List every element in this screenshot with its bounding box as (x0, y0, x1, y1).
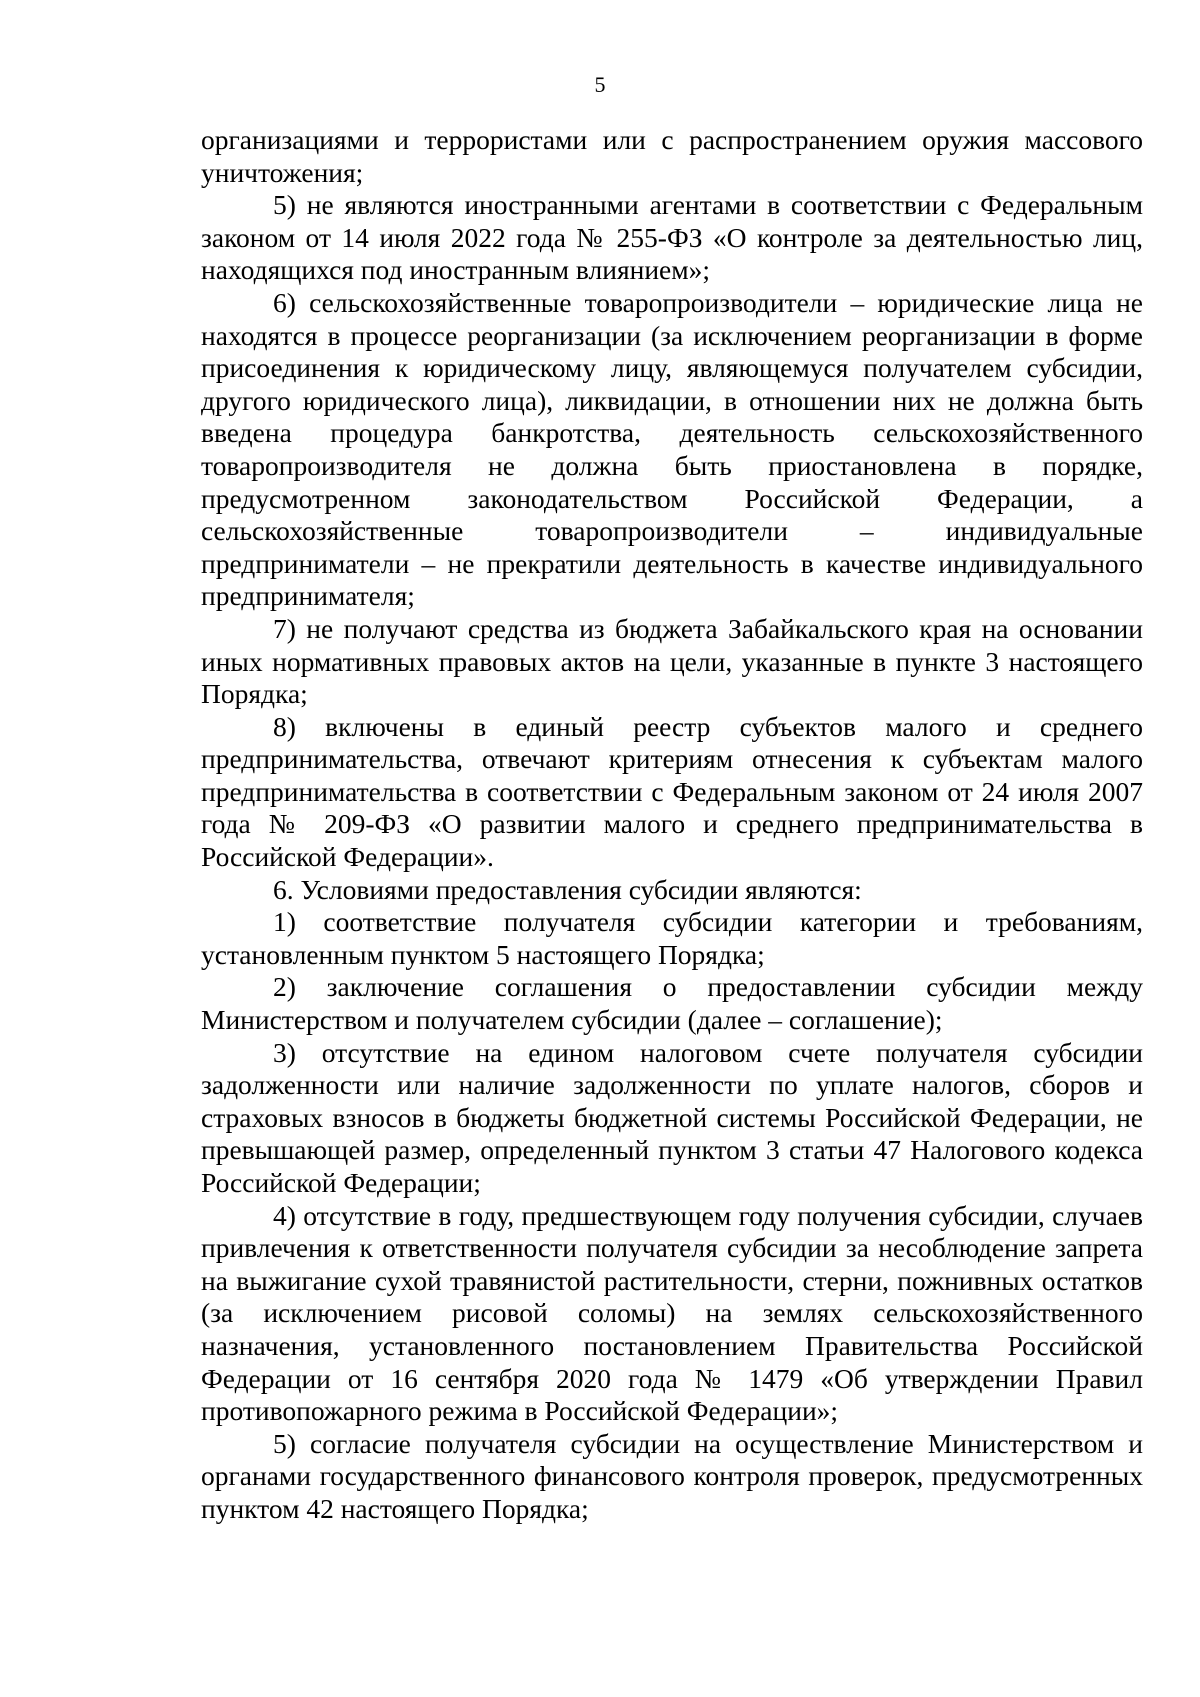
paragraph-item-5-foreign-agents: 5) не являются иностранными агентами в соответствии с Федеральным законом от 14 июля 2022 года № 255-ФЗ «О контроле за деятельностью лиц, находящихся под иностранным влиянием»; (201, 189, 1143, 286)
paragraph-continuation: организациями и террористами или с распространением оружия массового уничтожения; (201, 124, 1143, 188)
paragraph-condition-2: 2) заключение соглашения о предоставлении субсидии между Министерством и получателем субсидии (далее – соглашение); (201, 971, 1143, 1036)
paragraph-condition-5: 5) согласие получателя субсидии на осуществление Министерством и органами государственного финансового контроля проверок, предусмотренных пунктом 42 настоящего Порядка; (201, 1427, 1143, 1524)
document-body (201, 124, 1143, 1526)
paragraph-condition-3: 3) отсутствие на едином налоговом счете получателя субсидии задолженности или наличие задолженности по уплате налогов, сборов и страховых взносов в бюджеты бюджетной системы Российской Федерации, не превышающей размер, определенный пунктом 3 статьи 47 Налогового кодекса Российской Федерации; (201, 1036, 1143, 1198)
paragraph-condition-1: 1) соответствие получателя субсидии категории и требованиям, установленным пунктом 5 настоящего Порядка; (201, 906, 1143, 970)
paragraph-condition-4: 4) отсутствие в году, предшествующем году получения субсидии, случаев привлечения к ответственности получателя субсидии за несоблюдение запрета на выжигание сухой травянистой растительности, стерни, пожнивных остатков (за исключением рисовой соломы) на землях сельскохозяйственного назначения, установленного постановлением Правительства Российской Федерации от 16 сентября 2020 года № 1479 «Об утверждении Правил противопожарного режима в Российской Федерации»; (201, 1199, 1143, 1427)
paragraph-item-7-budget-funds: 7) не получают средства из бюджета Забайкальского края на основании иных нормативных правовых актов на цели, указанные в пункте 3 настоящего Порядка; (201, 612, 1143, 710)
paragraph-item-6-reorganization: 6) сельскохозяйственные товаропроизводители – юридические лица не находятся в процессе реорганизации (за исключением реорганизации в форме присоединения к юридическому лицу, являющемуся получателем субсидии, другого юридического лица), ликвидации, в отношении них не должна быть введена процедура банкротства, деятельность сельскохозяйственного товаропроизводителя не должна быть приостановлена в порядке, предусмотренном законодательством Российской Федерации, а сельскохозяйственные товаропроизводители – индивидуальные предприниматели – не прекратили деятельность в качестве индивидуального предпринимателя; (201, 286, 1143, 612)
page-number: 5 (594, 72, 606, 97)
paragraph-item-8-sme-registry: 8) включены в единый реестр субъектов малого и среднего предпринимательства, отвечают критериям отнесения к субъектам малого предпринимательства в соответствии с Федеральным законом от 24 июля 2007 года № 209-ФЗ «О развитии малого и среднего предпринимательства в Российской Федерации». (201, 710, 1143, 873)
paragraph-section-6-heading: 6. Условиями предоставления субсидии являются: (273, 873, 862, 905)
